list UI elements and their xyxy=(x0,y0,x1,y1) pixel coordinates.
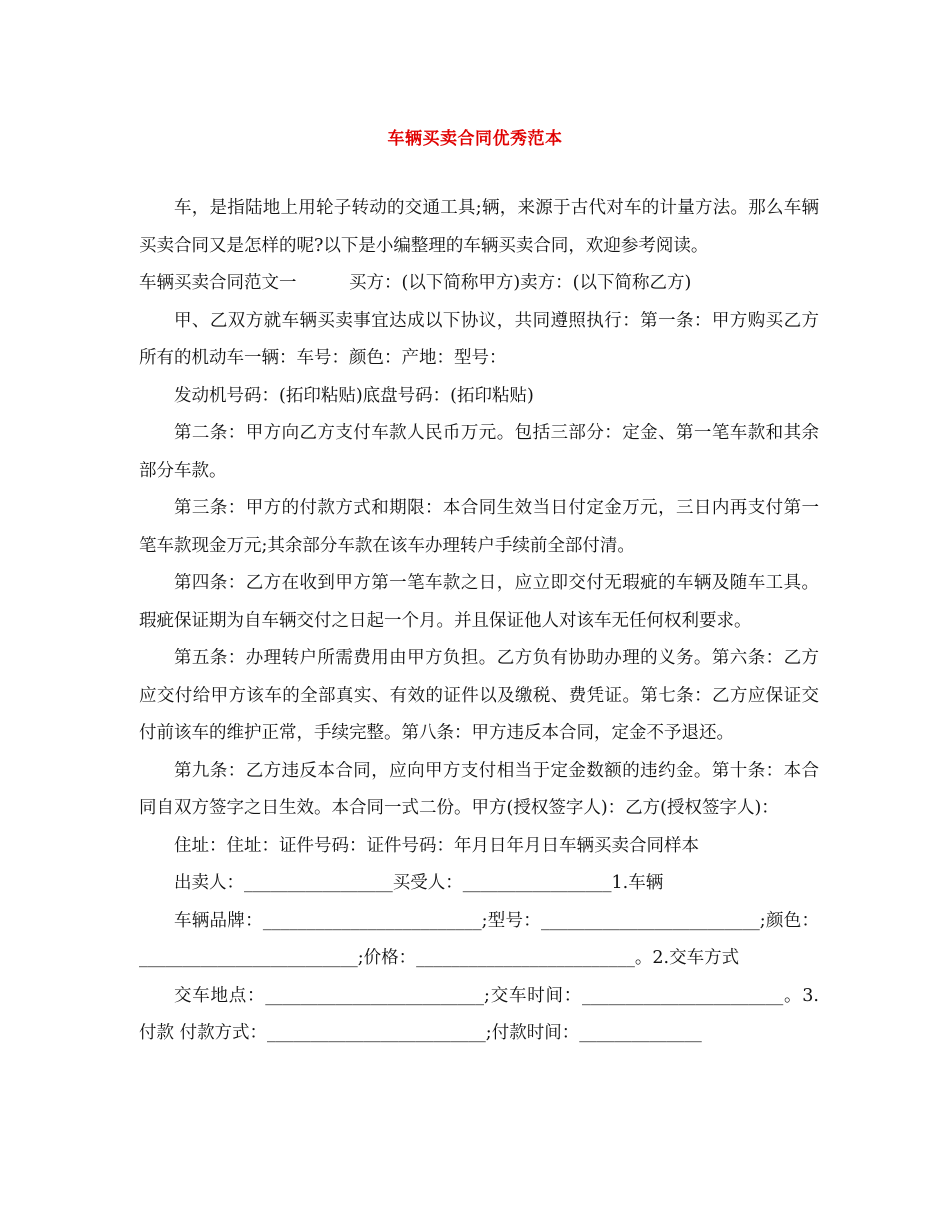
intro-paragraph: 车，是指陆地上用轮子转动的交通工具;辆，来源于古代对车的计量方法。那么车辆买卖合同又是怎样的呢?以下是小编整理的车辆买卖合同，欢迎参考阅读。 xyxy=(139,198,819,256)
seller-buyer-paragraph: 出卖人：_________________买受人：_________________1.车辆 xyxy=(174,873,664,893)
sample-one-heading: 车辆买卖合同范文一 买方：(以下简称甲方)卖方：(以下简称乙方) xyxy=(139,273,692,293)
clause-nine-paragraph: 第九条：乙方违反本合同，应向甲方支付相当于定金数额的违约金。第十条：本合同自双方签字之日生效。本合同一式二份。甲方(授权签字人)：乙方(授权签字人)： xyxy=(139,760,819,818)
clause-one-paragraph: 甲、乙双方就车辆买卖事宜达成以下协议，共同遵照执行：第一条：甲方购买乙方所有的机动车一辆：车号：颜色：产地：型号： xyxy=(139,310,819,368)
clause-three-paragraph: 第三条：甲方的付款方式和期限：本合同生效当日付定金万元，三日内再支付第一笔车款现金万元;其余部分车款在该车办理转户手续前全部付清。 xyxy=(139,498,819,556)
engine-number-paragraph: 发动机号码：(拓印粘贴)底盘号码：(拓印粘贴) xyxy=(174,385,534,406)
clause-four-paragraph: 第四条：乙方在收到甲方第一笔车款之日，应立即交付无瑕疵的车辆及随车工具。瑕疵保证期为自车辆交付之日起一个月。并且保证他人对该车无任何权利要求。 xyxy=(139,573,819,631)
delivery-payment-paragraph: 交车地点：_________________________;交车时间：_______________________。3.付款 付款方式：_________________________;付款时间：______________ xyxy=(139,985,819,1043)
document-title: 车辆买卖合同优秀范本 xyxy=(387,129,563,149)
clause-five-paragraph: 第五条：办理转户所需费用由甲方负担。乙方负有协助办理的义务。第六条：乙方应交付给甲方该车的全部真实、有效的证件以及缴税、费凭证。第七条：乙方应保证交付前该车的维护正常，手续完整。第八条：甲方违反本合同，定金不予退还。 xyxy=(139,648,819,743)
vehicle-details-paragraph: 车辆品牌：_________________________;型号：_________________________;颜色：_________________________;价格：_________________________。2.交车方式 xyxy=(139,910,819,968)
clause-two-paragraph: 第二条：甲方向乙方支付车款人民币万元。包括三部分：定金、第一笔车款和其余部分车款。 xyxy=(139,423,819,481)
address-paragraph: 住址：住址：证件号码：证件号码：年月日年月日车辆买卖合同样本 xyxy=(174,835,699,856)
document-body xyxy=(139,190,819,1053)
